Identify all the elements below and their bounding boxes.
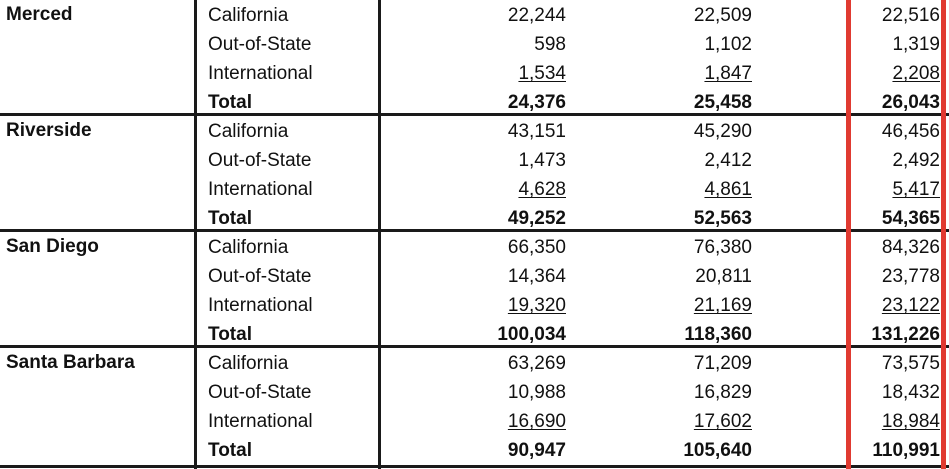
highlight-border-left: [846, 0, 851, 469]
residency-label: California: [208, 121, 289, 142]
value-cell-col2: 1,847: [704, 63, 752, 84]
value-cell-col1: 66,350: [507, 237, 566, 258]
value-cell-col3: 2,208: [892, 63, 940, 84]
total-cell-col3: 54,365: [881, 208, 940, 229]
value-cell-col2: 45,290: [693, 121, 752, 142]
residency-label: International: [208, 411, 313, 432]
table-row: [0, 351, 949, 380]
total-cell-col3: 26,043: [881, 92, 940, 113]
column-divider: [194, 0, 197, 469]
table-row: [0, 409, 949, 438]
value-cell-col3: 23,122: [881, 295, 940, 316]
value-cell-col3: 18,432: [881, 382, 940, 403]
total-cell-col1: 100,034: [497, 324, 566, 345]
table-bottom-border: [0, 465, 949, 468]
total-cell-col1: 49,252: [507, 208, 566, 229]
value-cell-col1: 1,534: [518, 63, 566, 84]
total-cell-col2: 118,360: [684, 324, 752, 345]
value-cell-col2: 76,380: [693, 237, 752, 258]
value-cell-col1: 14,364: [507, 266, 566, 287]
campus-name: Merced: [6, 4, 73, 25]
value-cell-col3: 5,417: [892, 179, 940, 200]
table-row: [0, 3, 949, 32]
value-cell-col2: 21,169: [693, 295, 752, 316]
campus-block-santa-barbara: [0, 348, 949, 464]
residency-label: Out-of-State: [208, 266, 312, 287]
table-row: [0, 293, 949, 322]
value-cell-col1: 16,690: [507, 411, 566, 432]
value-cell-col2: 22,509: [693, 5, 752, 26]
total-row: [0, 438, 949, 467]
value-cell-col2: 4,861: [704, 179, 752, 200]
total-row: [0, 322, 949, 351]
table-row: [0, 32, 949, 61]
residency-label: Out-of-State: [208, 34, 312, 55]
value-cell-col1: 1,473: [518, 150, 566, 171]
total-cell-col3: 110,991: [872, 440, 940, 461]
value-cell-col3: 23,778: [881, 266, 940, 287]
highlight-border-right: [941, 0, 946, 469]
campus-name: San Diego: [6, 236, 99, 257]
value-cell-col3: 18,984: [881, 411, 940, 432]
value-cell-col3: 1,319: [892, 34, 940, 55]
value-cell-col1: 4,628: [518, 179, 566, 200]
value-cell-col1: 19,320: [507, 295, 566, 316]
table-row: [0, 264, 949, 293]
value-cell-col3: 73,575: [881, 353, 940, 374]
column-divider: [378, 0, 381, 469]
campus-name: Riverside: [6, 120, 92, 141]
residency-label: Out-of-State: [208, 150, 312, 171]
total-cell-col3: 131,226: [871, 324, 940, 345]
campus-name: Santa Barbara: [6, 352, 135, 373]
value-cell-col2: 2,412: [704, 150, 752, 171]
total-cell-col1: 90,947: [507, 440, 566, 461]
residency-label: California: [208, 353, 289, 374]
value-cell-col2: 1,102: [704, 34, 752, 55]
total-label: Total: [208, 92, 252, 113]
campus-block-merced: [0, 0, 949, 116]
value-cell-col2: 17,602: [693, 411, 752, 432]
residency-label: California: [208, 237, 289, 258]
total-row: [0, 206, 949, 235]
residency-label: Out-of-State: [208, 382, 312, 403]
residency-label: International: [208, 179, 313, 200]
value-cell-col1: 10,988: [507, 382, 566, 403]
residency-label: International: [208, 295, 313, 316]
value-cell-col2: 71,209: [693, 353, 752, 374]
table-row: [0, 380, 949, 409]
value-cell-col1: 43,151: [507, 121, 566, 142]
total-cell-col2: 25,458: [693, 92, 752, 113]
total-row: [0, 90, 949, 119]
table-row: [0, 235, 949, 264]
value-cell-col1: 63,269: [507, 353, 566, 374]
value-cell-col3: 84,326: [881, 237, 940, 258]
total-cell-col1: 24,376: [507, 92, 566, 113]
value-cell-col1: 22,244: [507, 5, 566, 26]
table-row: [0, 119, 949, 148]
total-label: Total: [208, 440, 252, 461]
table-row: [0, 61, 949, 90]
campus-block-san-diego: [0, 232, 949, 348]
value-cell-col1: 598: [534, 34, 566, 55]
total-label: Total: [208, 208, 252, 229]
value-cell-col3: 2,492: [892, 150, 940, 171]
value-cell-col3: 22,516: [881, 5, 940, 26]
residency-label: California: [208, 5, 289, 26]
table-row: [0, 148, 949, 177]
total-label: Total: [208, 324, 252, 345]
table-row: [0, 177, 949, 206]
value-cell-col3: 46,456: [881, 121, 940, 142]
total-cell-col2: 52,563: [693, 208, 752, 229]
value-cell-col2: 16,829: [693, 382, 752, 403]
value-cell-col2: 20,811: [695, 266, 752, 287]
campus-block-riverside: [0, 116, 949, 232]
residency-label: International: [208, 63, 313, 84]
total-cell-col2: 105,640: [683, 440, 752, 461]
